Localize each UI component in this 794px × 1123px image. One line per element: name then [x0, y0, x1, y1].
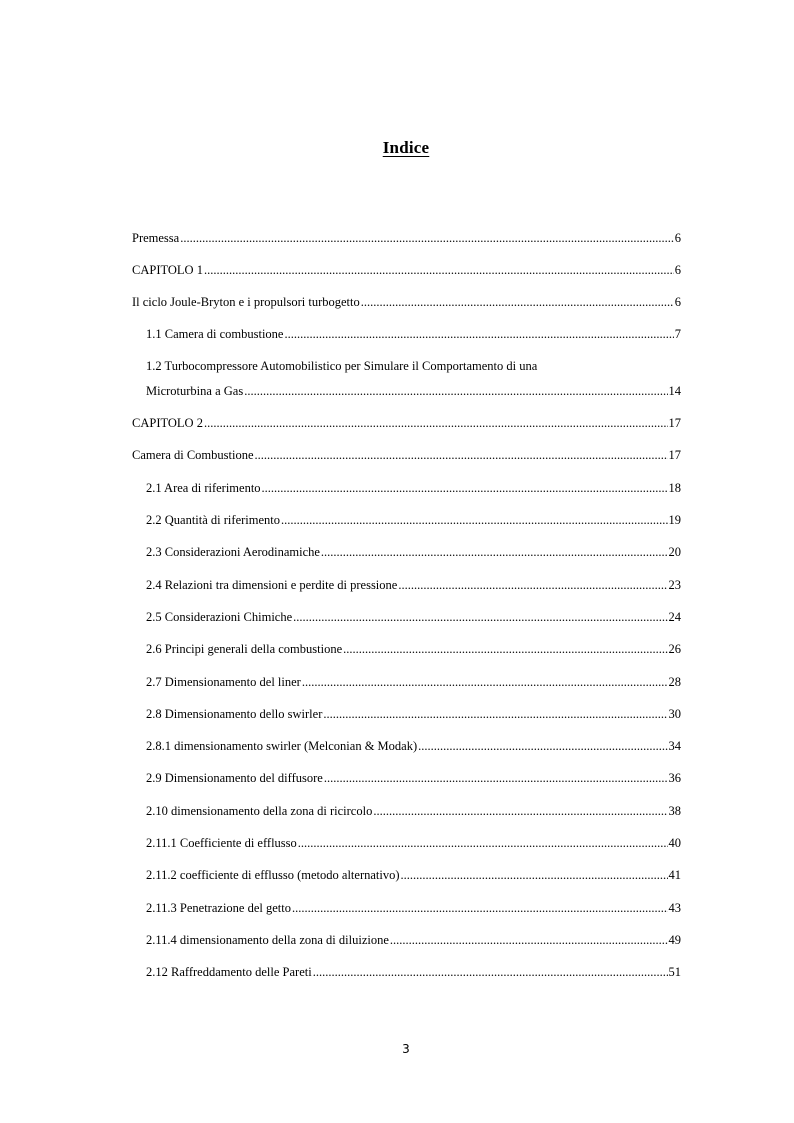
toc-entry-page: 43 — [668, 901, 681, 915]
toc-leader-dots — [298, 834, 668, 852]
toc-leader-dots — [281, 511, 668, 529]
toc-entry-label: 2.8.1 dimensionamento swirler (Melconian & Modak) — [146, 739, 418, 753]
toc-leader-dots — [361, 293, 674, 311]
toc-entry-page: 41 — [668, 868, 681, 882]
toc-entry-page: 40 — [668, 836, 681, 850]
toc-entry-page: 19 — [668, 513, 681, 527]
toc-entry-2-1[interactable] — [146, 479, 681, 497]
toc-entry-label: 2.11.2 coefficiente di efflusso (metodo alternativo) — [146, 868, 400, 882]
toc-leader-dots — [204, 414, 668, 432]
toc-entry-label: 2.11.4 dimensionamento della zona di diluizione — [146, 933, 389, 947]
toc-leader-dots — [244, 382, 667, 400]
toc-entry-label: 2.6 Principi generali della combustione — [146, 642, 343, 656]
toc-entry-label: 2.11.1 Coefficiente di efflusso — [146, 836, 297, 850]
toc-entry-page: 51 — [668, 965, 681, 979]
toc-entry-premessa[interactable] — [132, 229, 681, 247]
toc-entry-2-8-1[interactable] — [146, 737, 681, 755]
toc-leader-dots — [302, 673, 668, 691]
toc-entry-label: 2.7 Dimensionamento del liner — [146, 675, 301, 689]
page-title: Indice — [382, 138, 430, 157]
toc-entry-page: 23 — [668, 578, 681, 592]
toc-entry-label: 2.2 Quantità di riferimento — [146, 513, 280, 527]
toc-entry-2-11-2[interactable] — [146, 866, 681, 884]
toc-leader-dots — [401, 866, 668, 884]
toc-leader-dots — [373, 802, 667, 820]
toc-entry-label: 2.11.3 Penetrazione del getto — [146, 901, 291, 915]
toc-entry-2-7[interactable] — [146, 673, 681, 691]
toc-leader-dots — [324, 769, 668, 787]
toc-leader-dots — [343, 640, 667, 658]
toc-entry-camera-di-combustione[interactable] — [132, 446, 681, 464]
toc-entry-2-11-4[interactable] — [146, 931, 681, 949]
toc-entry-label: Microturbina a Gas — [146, 384, 244, 398]
toc-entry-page: 6 — [674, 295, 681, 309]
toc-entry-2-8[interactable] — [146, 705, 681, 723]
toc-entry-2-3[interactable] — [146, 543, 681, 561]
toc-entry-page: 14 — [668, 384, 681, 398]
toc-entry-2-9[interactable] — [146, 769, 681, 787]
toc-entry-2-11-1[interactable] — [146, 834, 681, 852]
toc-entry-1-2-line1[interactable]: 1.2 Turbocompressore Automobilistico per Simulare il Comportamento di una — [146, 359, 538, 373]
toc-entry-capitolo-2[interactable] — [132, 414, 681, 432]
toc-entry-2-12[interactable] — [146, 963, 681, 981]
toc-entry-page: 17 — [668, 416, 681, 430]
toc-entry-1-1[interactable] — [146, 325, 681, 343]
toc-entry-label: 2.4 Relazioni tra dimensioni e perdite di pressione — [146, 578, 398, 592]
toc-entry-ciclo-joule-bryton[interactable] — [132, 293, 681, 311]
toc-entry-page: 30 — [668, 707, 681, 721]
toc-entry-page: 49 — [668, 933, 681, 947]
toc-leader-dots — [284, 325, 673, 343]
toc-entry-page: 18 — [668, 481, 681, 495]
toc-entry-page: 6 — [674, 263, 681, 277]
toc-leader-dots — [262, 479, 668, 497]
toc-entry-page: 20 — [668, 545, 681, 559]
page-number: 3 — [402, 1042, 410, 1056]
toc-leader-dots — [255, 446, 668, 464]
toc-entry-label: 1.1 Camera di combustione — [146, 327, 284, 341]
toc-entry-capitolo-1[interactable] — [132, 261, 681, 279]
toc-entry-page: 7 — [674, 327, 681, 341]
toc-entry-label: 2.12 Raffreddamento delle Pareti — [146, 965, 312, 979]
toc-entry-label: Il ciclo Joule-Bryton e i propulsori turbogetto — [132, 295, 360, 309]
toc-leader-dots — [180, 229, 674, 247]
toc-entry-label: CAPITOLO 2 — [132, 416, 203, 430]
toc-entry-page: 17 — [668, 448, 681, 462]
toc-entry-label: 2.8 Dimensionamento dello swirler — [146, 707, 323, 721]
toc-leader-dots — [398, 576, 667, 594]
toc-entry-label: 2.10 dimensionamento della zona di ricircolo — [146, 804, 373, 818]
toc-entry-page: 38 — [668, 804, 681, 818]
toc-leader-dots — [313, 963, 668, 981]
toc-entry-label: 2.3 Considerazioni Aerodinamiche — [146, 545, 320, 559]
toc-entry-label: CAPITOLO 1 — [132, 263, 203, 277]
toc-leader-dots — [293, 608, 667, 626]
toc-leader-dots — [323, 705, 667, 723]
toc-entry-2-11-3[interactable] — [146, 899, 681, 917]
toc-entry-2-6[interactable] — [146, 640, 681, 658]
toc-leader-dots — [204, 261, 674, 279]
toc-entry-page: 24 — [668, 610, 681, 624]
toc-entry-page: 28 — [668, 675, 681, 689]
toc-entry-2-5[interactable] — [146, 608, 681, 626]
toc-entry-page: 26 — [668, 642, 681, 656]
toc-entry-label: 2.5 Considerazioni Chimiche — [146, 610, 293, 624]
toc-entry-2-2[interactable] — [146, 511, 681, 529]
toc-leader-dots — [321, 543, 668, 561]
toc-leader-dots — [418, 737, 667, 755]
toc-leader-dots — [390, 931, 668, 949]
toc-entry-label: 2.9 Dimensionamento del diffusore — [146, 771, 323, 785]
toc-entry-label: 2.1 Area di riferimento — [146, 481, 261, 495]
toc-leader-dots — [292, 899, 668, 917]
toc-entry-page: 34 — [668, 739, 681, 753]
toc-entry-label: Camera di Combustione — [132, 448, 254, 462]
toc-entry-2-10[interactable] — [146, 802, 681, 820]
toc-entry-2-4[interactable] — [146, 576, 681, 594]
toc-entry-label: Premessa — [132, 231, 180, 245]
toc-entry-1-2[interactable] — [146, 382, 681, 400]
toc-entry-page: 6 — [674, 231, 681, 245]
toc-entry-page: 36 — [668, 771, 681, 785]
